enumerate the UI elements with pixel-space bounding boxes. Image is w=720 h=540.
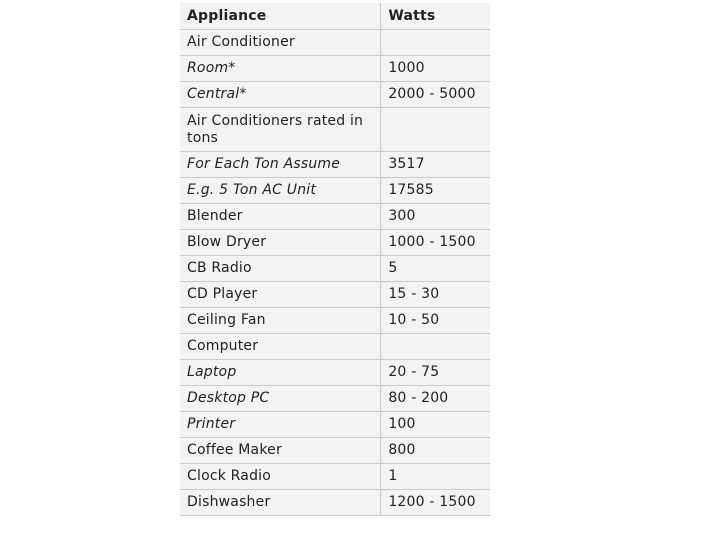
cell-appliance: Laptop xyxy=(180,360,381,386)
cell-appliance: For Each Ton Assume xyxy=(180,152,381,178)
table-row xyxy=(180,178,490,204)
table-row xyxy=(180,56,490,82)
header-watts: Watts xyxy=(381,3,490,30)
table-body xyxy=(180,30,490,516)
table-row xyxy=(180,82,490,108)
cell-appliance: Central* xyxy=(180,82,381,108)
table-row xyxy=(180,204,490,230)
cell-appliance: CD Player xyxy=(180,282,381,308)
table-row xyxy=(180,308,490,334)
cell-watts: 15 - 30 xyxy=(381,282,490,308)
cell-appliance: Room* xyxy=(180,56,381,82)
table-row xyxy=(180,490,490,516)
cell-watts xyxy=(381,30,490,56)
cell-watts: 1000 xyxy=(381,56,490,82)
cell-watts: 800 xyxy=(381,438,490,464)
appliance-watts-table-container xyxy=(180,3,490,516)
table-row xyxy=(180,464,490,490)
cell-watts: 1200 - 1500 xyxy=(381,490,490,516)
cell-appliance: Dishwasher xyxy=(180,490,381,516)
cell-watts: 20 - 75 xyxy=(381,360,490,386)
cell-appliance: Computer xyxy=(180,334,381,360)
cell-appliance: Blow Dryer xyxy=(180,230,381,256)
cell-appliance: Blender xyxy=(180,204,381,230)
cell-appliance: Printer xyxy=(180,412,381,438)
cell-watts: 2000 - 5000 xyxy=(381,82,490,108)
cell-watts: 1 xyxy=(381,464,490,490)
table-row xyxy=(180,230,490,256)
cell-watts: 1000 - 1500 xyxy=(381,230,490,256)
table-row xyxy=(180,360,490,386)
cell-watts xyxy=(381,334,490,360)
cell-appliance: E.g. 5 Ton AC Unit xyxy=(180,178,381,204)
header-appliance: Appliance xyxy=(180,3,381,30)
appliance-watts-table xyxy=(180,3,490,516)
table-header-row xyxy=(180,3,490,30)
table-row xyxy=(180,334,490,360)
table-row xyxy=(180,152,490,178)
cell-watts: 100 xyxy=(381,412,490,438)
cell-watts: 5 xyxy=(381,256,490,282)
table-row xyxy=(180,256,490,282)
cell-appliance: Clock Radio xyxy=(180,464,381,490)
cell-appliance: Air Conditioners rated in tons xyxy=(180,108,381,152)
cell-watts: 17585 xyxy=(381,178,490,204)
cell-appliance: Air Conditioner xyxy=(180,30,381,56)
table-row xyxy=(180,108,490,152)
table-row xyxy=(180,438,490,464)
cell-watts: 3517 xyxy=(381,152,490,178)
cell-appliance: Coffee Maker xyxy=(180,438,381,464)
cell-watts xyxy=(381,108,490,152)
cell-appliance: CB Radio xyxy=(180,256,381,282)
table-row xyxy=(180,282,490,308)
cell-appliance: Desktop PC xyxy=(180,386,381,412)
table-row xyxy=(180,386,490,412)
table-row xyxy=(180,412,490,438)
cell-watts: 300 xyxy=(381,204,490,230)
cell-watts: 10 - 50 xyxy=(381,308,490,334)
cell-appliance: Ceiling Fan xyxy=(180,308,381,334)
table-row xyxy=(180,30,490,56)
cell-watts: 80 - 200 xyxy=(381,386,490,412)
